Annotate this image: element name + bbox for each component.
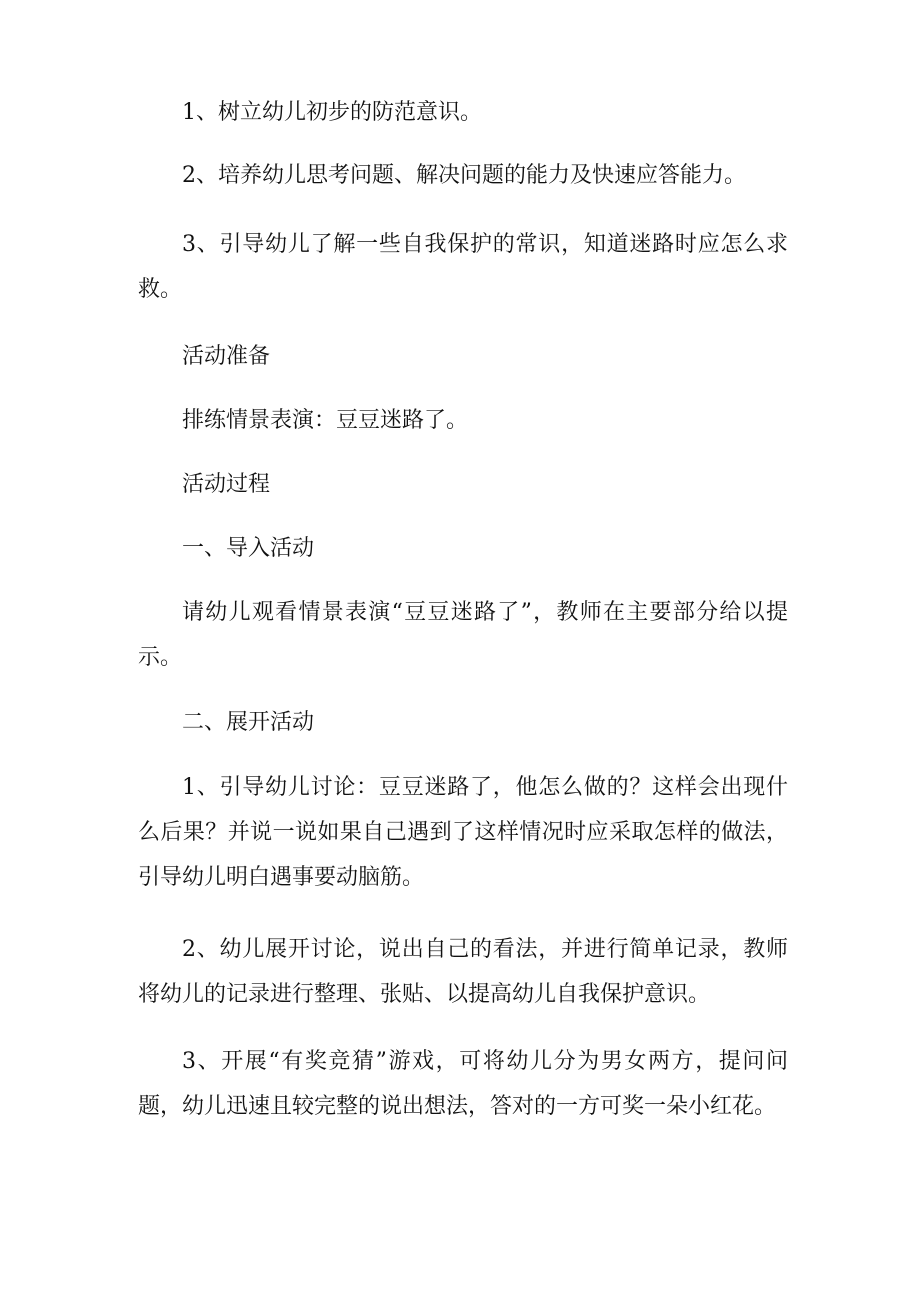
step-3: 3、开展“有奖竞猜”游戏，可将幼儿分为男女两方，提问问题，幼儿迅速且较完整的说出想法，答对的一方可奖一朵小红花。 (138, 1049, 788, 1119)
section-one-heading: 一、导入活动 (182, 536, 315, 561)
preparation-text: 排练情景表演：豆豆迷路了。 (182, 408, 469, 433)
objective-1: 1、树立幼儿初步的防范意识。 (182, 100, 482, 125)
objective-2: 2、培养幼儿思考问题、解决问题的能力及快速应答能力。 (182, 163, 746, 188)
heading-activity-preparation: 活动准备 (182, 344, 271, 369)
step-2: 2、幼儿展开讨论，说出自己的看法，并进行简单记录，教师将幼儿的记录进行整理、张贴、以提高幼儿自我保护意识。 (138, 937, 788, 1007)
objective-3: 3、引导幼儿了解一些自我保护的常识，知道迷路时应怎么求救。 (138, 232, 788, 302)
step-1: 1、引导幼儿讨论：豆豆迷路了，他怎么做的？这样会出现什么后果？并说一说如果自己遇到了这样情况时应采取怎样的做法，引导幼儿明白遇事要动脑筋。 (138, 775, 788, 890)
section-two-heading: 二、展开活动 (182, 710, 315, 735)
heading-activity-process: 活动过程 (182, 472, 271, 497)
section-one-text: 请幼儿观看情景表演“豆豆迷路了”，教师在主要部分给以提示。 (138, 600, 788, 670)
